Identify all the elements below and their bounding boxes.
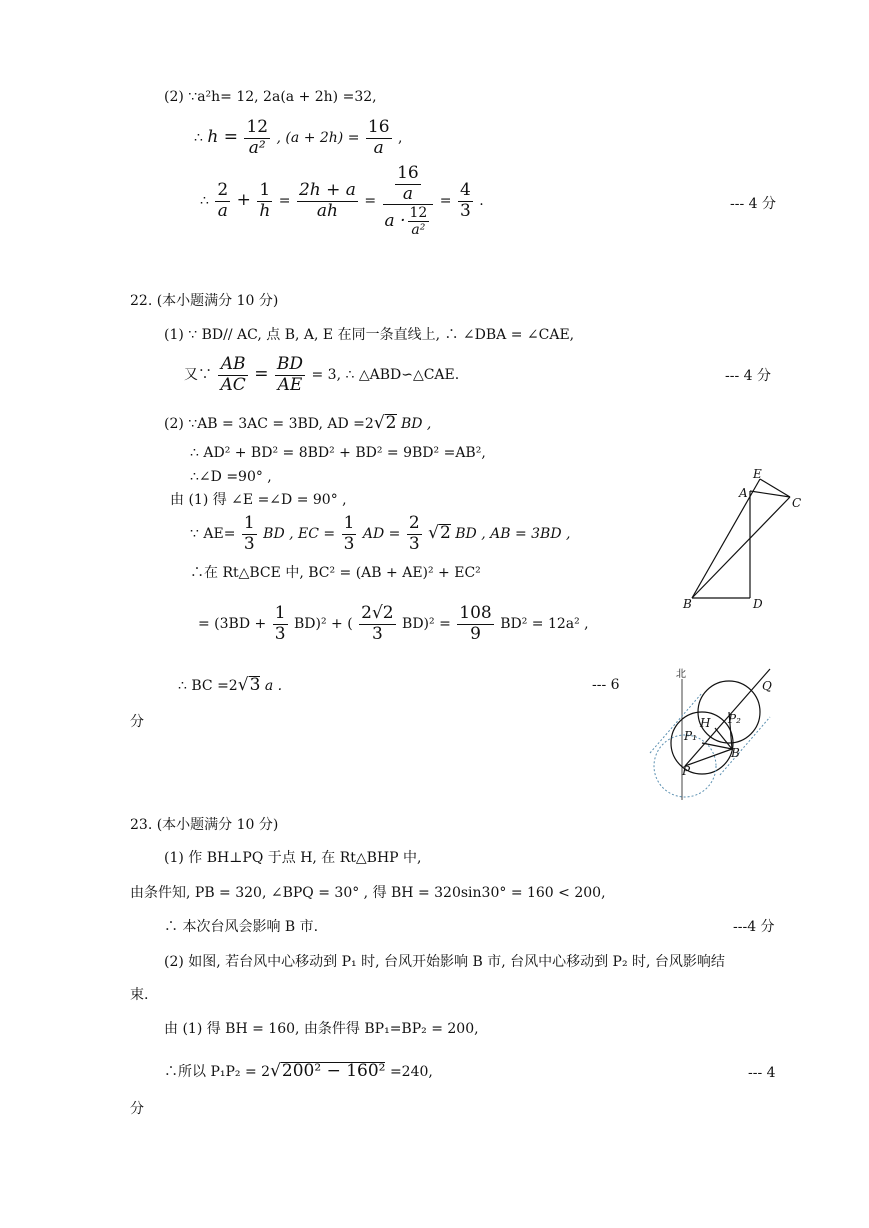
label-h: H [700,716,711,730]
q23-part1-line-1: (1) 作 BH⊥PQ 于点 H, 在 Rt△BHP 中, [164,850,422,866]
label-e: E [753,467,762,481]
fraction-2-over-a: $\frac{2}{a}$ [217,180,229,221]
expr-a-plus-2h: , (a + 2h) = [276,130,360,147]
fraction-2h-plus-a-over-ah: $\frac{2h + a}{ah}$ [298,180,356,221]
q23-part2-line-1: (2) 如图, 若台风中心移动到 P₁ 时, 台风开始影响 B 市, 台风中心移动到 P₂ 时, 台风影响结 [164,954,725,970]
sqrt-200sq-minus-160sq: 200² − 160² [281,1061,386,1081]
figure-typhoon [640,665,800,805]
label-q: Q [762,679,772,693]
fraction-ab-over-ac: $\frac{AB}{AC}$ [220,354,246,395]
q21-line-3: ∴ $\frac{2}{a}$ + $\frac{1}{h}$ = $\frac{2h + a}{ah}$ = $\frac{16}{a}$ a · $\frac{12}{\text{a²}}$ = $\frac{4}{3}$ . [200,163,484,239]
q22-part2-line-6: ∴在 Rt△BCE 中, BC² = (AB + AE)² + EC² [190,565,481,581]
label-a: A [739,486,748,500]
q21-line-1: (2) ∵a²h= 12, 2a(a + 2h) =32, [164,89,377,105]
north-label: 北 [676,669,686,680]
q23-part2-line-2: 由 (1) 得 BH = 160, 由条件得 BP₁=BP₂ = 200, [164,1021,479,1037]
label-b: B [731,746,740,760]
label-c: C [792,496,802,510]
fraction-12-over-a2: $\frac{12}{\text{a²}}$ [246,117,269,158]
therefore-sign: ∴ [200,193,209,210]
q22-part2-line-2: ∴ AD² + BD² = 8BD² + BD² = 9BD² =AB², [190,445,486,461]
q22-part2-score-cont: 分 [130,714,144,730]
therefore-sign: ∴ [194,130,203,147]
fraction-16-over-a: $\frac{16}{a}$ [367,117,390,158]
fraction-bd-over-ae: $\frac{BD}{AE}$ [276,354,304,395]
label-p: P [682,764,691,778]
fraction-1-over-h: $\frac{1}{h}$ [259,180,271,221]
q22-part2-line-3: ∴∠D =90° , [190,469,272,485]
q21-line-2: ∴ h = $\frac{12}{\text{a²}}$ , (a + 2h) = $\frac{16}{a}$ , [194,117,403,158]
compound-fraction: $\frac{16}{a}$ a · $\frac{12}{\text{a²}}$ [383,164,434,238]
q22-part2-score: --- 6 [592,677,620,693]
sqrt-2: 2 [385,413,397,433]
q23-part1-line-3: ∴ 本次台风会影响 B 市. [164,919,319,935]
q22-part1-line-2: 又∵ $\frac{AB}{AC}$ = $\frac{BD}{AE}$ = 3, ∴ △ABD∽△CAE. [184,354,460,395]
sqrt-2: 2 [439,523,451,544]
q22-part2-line-4: 由 (1) 得 ∠E =∠D = 90° , [170,492,347,508]
q22-part2-line-1: (2) ∵AB = 3AC = 3BD, AD =2√2 BD , [164,413,432,433]
h-label: h = [207,127,238,148]
label-b: B [683,597,692,611]
q22-part1-line-1: (1) ∵ BD// AC, 点 B, A, E 在同一条直线上, ∴ ∠DBA = ∠CAE, [164,327,575,343]
q23-part1-line-2: 由条件知, PB = 320, ∠BPQ = 30° , 得 BH = 320sin30° = 160 < 200, [130,885,606,901]
q23-part2-score-cont: 分 [130,1101,144,1117]
label-d: D [753,597,763,611]
q22-part2-line-7: = (3BD + $\frac{1}{3}$ BD)² + ( $\frac{2√2}{3}$ BD)² = $\frac{108}{9}$ BD² = 12a² , [198,603,589,644]
q23-part1-score: ---4 分 [733,919,775,935]
q23-part2-line-3: ∴所以 P₁P₂ = 2√200² − 160² =240, [164,1061,433,1081]
figure-triangle [680,465,810,615]
q21-score: --- 4 分 [730,196,776,212]
q22-part2-line-8: ∴ BC =2√3 a . [178,675,283,695]
sqrt-3: 3 [249,675,261,695]
q23-title: 23. (本小题满分 10 分) [130,817,279,833]
fraction-4-over-3: $\frac{4}{3}$ [459,180,471,221]
label-p2: P₂ [728,712,741,726]
label-p1: P₁ [684,729,697,743]
q23-part2-score: --- 4 [748,1065,776,1081]
q23-part2-line-1-cont: 束. [130,987,149,1003]
q22-part1-score: --- 4 分 [725,368,771,384]
q22-part2-line-5: ∵ AE= $\frac{1}{3}$ BD , EC = $\frac{1}{3}$ AD = $\frac{2}{3}$ √2 BD , AB = 3BD , [190,513,571,554]
q22-title: 22. (本小题满分 10 分) [130,293,279,309]
